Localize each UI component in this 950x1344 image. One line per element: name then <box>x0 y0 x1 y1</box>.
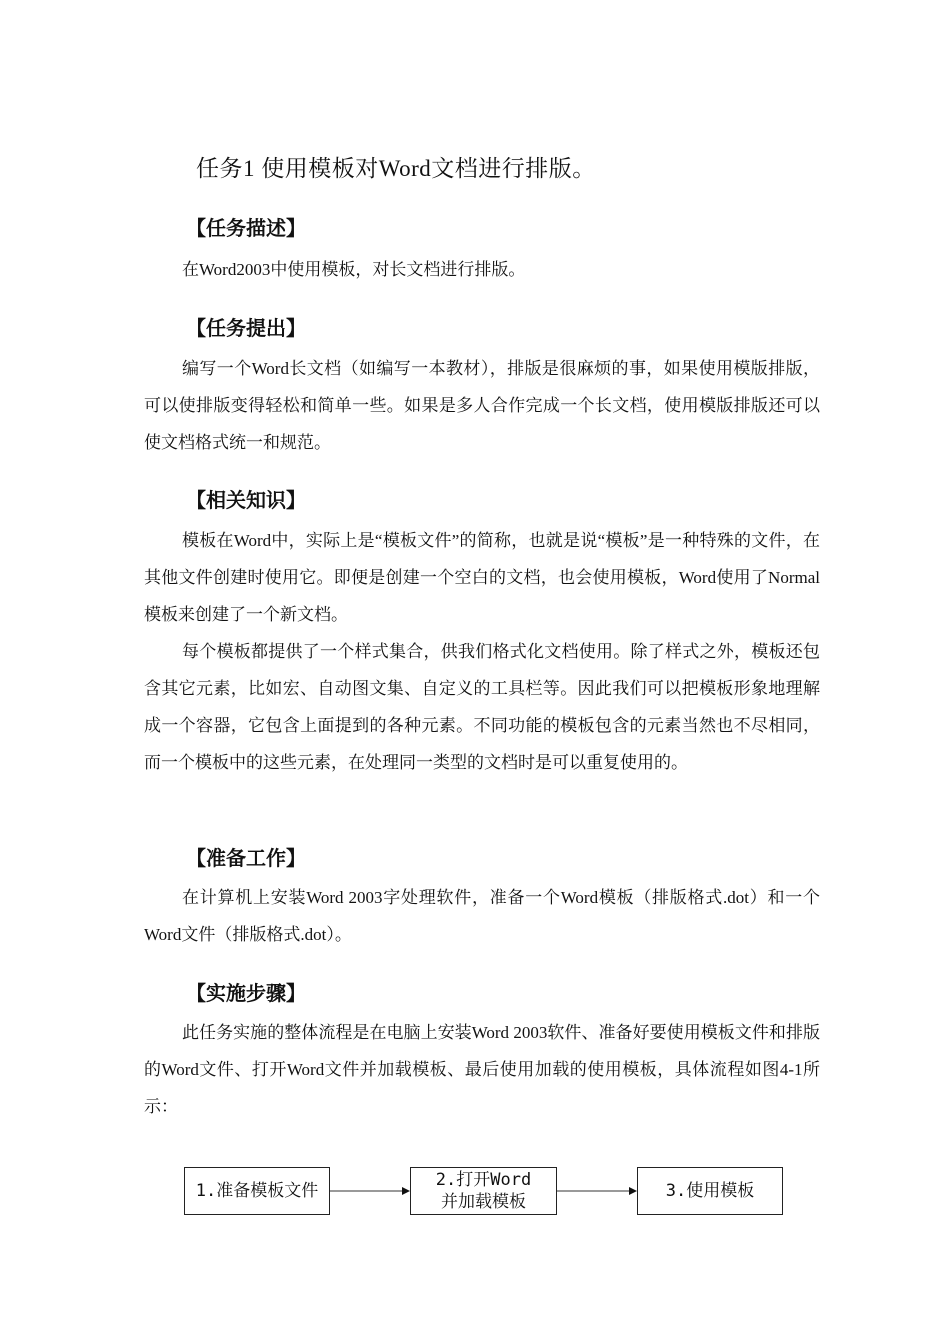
section-heading-task-proposal: 【任务提出】 <box>186 316 306 340</box>
document-title: 任务1 使用模板对Word文档进行排版。 <box>196 156 596 181</box>
section-heading-related-knowledge: 【相关知识】 <box>186 488 306 512</box>
task-description-paragraph: 在Word2003中使用模板，对长文档进行排版。 <box>182 260 526 279</box>
flow-step-1-label: 1.准备模板文件 <box>195 1181 319 1201</box>
section-heading-implementation-steps: 【实施步骤】 <box>186 981 306 1005</box>
flow-step-2-box <box>410 1167 557 1215</box>
flow-step-3-box <box>637 1167 783 1215</box>
task-proposal-paragraph: 编写一个Word长文档（如编写一本教材），排版是很麻烦的事，如果使用模版排版，可以使排版变得轻松和简单一些。如果是多人合作完成一个长文档，使用模版排版还可以使文档格式统一和规范。 <box>144 359 820 452</box>
preparation-paragraph: 在计算机上安装Word 2003字处理软件，准备一个Word模板（排版格式.dot）和一个Word文件（排版格式.dot）。 <box>144 888 820 944</box>
flow-step-2-label: 2.打开Word 并加载模板 <box>435 1170 532 1212</box>
flow-arrow-2 <box>557 1184 638 1198</box>
section-heading-task-description: 【任务描述】 <box>186 216 306 240</box>
related-knowledge-paragraph-2: 每个模板都提供了一个样式集合，供我们格式化文档使用。除了样式之外，模板还包含其它元素，比如宏、自动图文集、自定义的工具栏等。因此我们可以把模板形象地理解成一个容器，它包含上面提到的各种元素。不同功能的模板包含的元素当然也不尽相同，而一个模板中的这些元素，在处理同一类型的文档时是可以重复使用的。 <box>144 642 820 772</box>
flow-step-1-box <box>184 1167 330 1215</box>
implementation-steps-paragraph: 此任务实施的整体流程是在电脑上安装Word 2003软件、准备好要使用模板文件和排版的Word文件、打开Word文件并加载模板、最后使用加载的使用模板，具体流程如图4-1所示： <box>144 1023 820 1116</box>
related-knowledge-paragraph-1: 模板在Word中，实际上是“模板文件”的简称，也就是说“模板”是一种特殊的文件，在其他文件创建时使用它。即便是创建一个空白的文档，也会使用模板，Word使用了Normal模板来创建了一个新文档。 <box>144 531 820 624</box>
section-heading-preparation: 【准备工作】 <box>186 846 306 870</box>
flow-step-3-label: 3.使用模板 <box>665 1181 755 1201</box>
flow-arrow-1 <box>330 1184 411 1198</box>
